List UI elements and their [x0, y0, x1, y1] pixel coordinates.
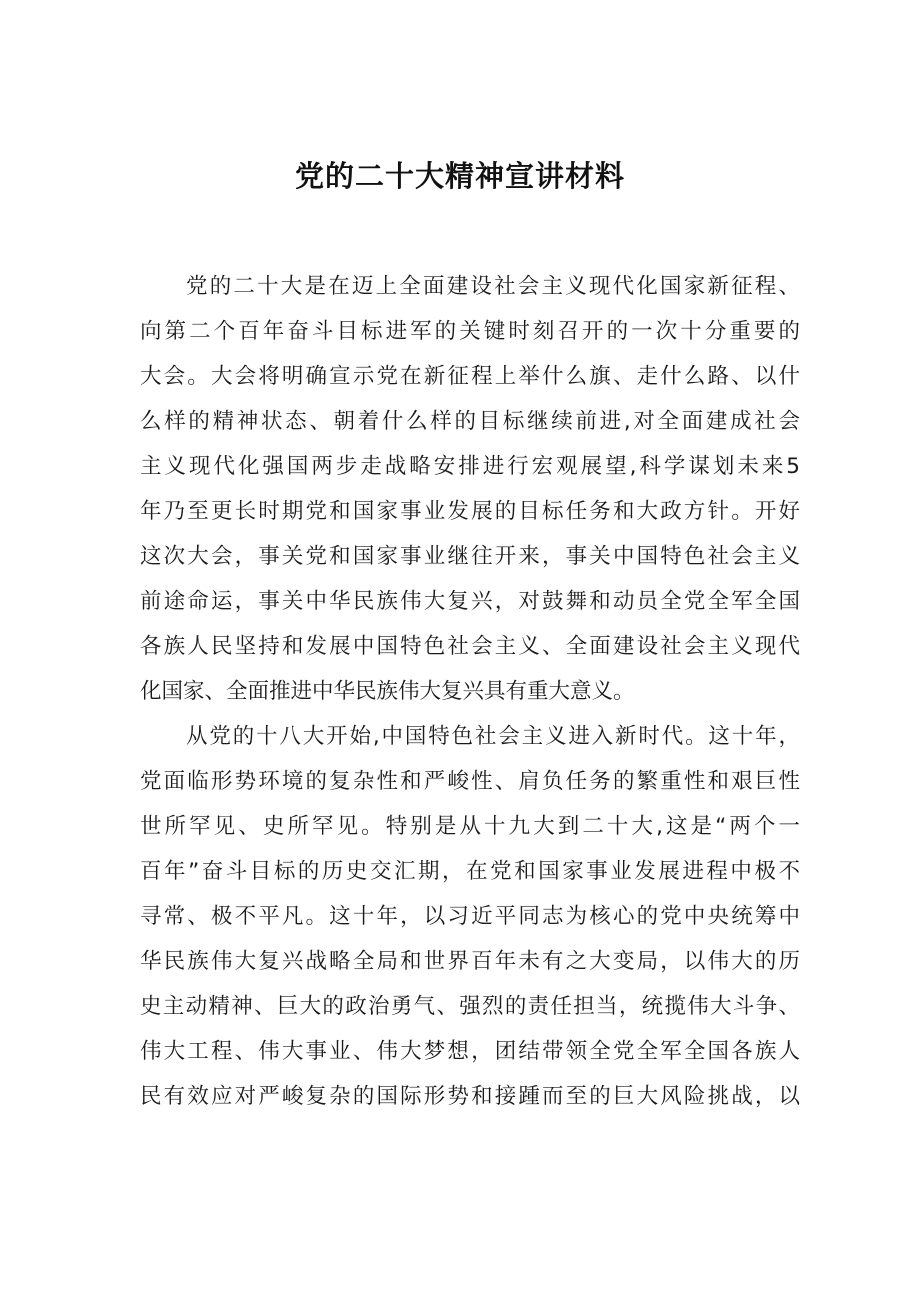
document-body	[140, 264, 800, 1119]
text-line: 华民族伟大复兴战略全局和世界百年未有之大变局，以伟大的历	[140, 949, 800, 974]
text-line: 化国家、全面推进中华民族伟大复兴具有重大意义。	[140, 679, 635, 704]
text-line: 世所罕见、史所罕见。特别是从十九大到二十大,这是“两个一	[140, 814, 800, 839]
text-line: 寻常、极不平凡。这十年，以习近平同志为核心的党中央统筹中	[140, 904, 800, 929]
text-line: 百年”奋斗目标的历史交汇期，在党和国家事业发展进程中极不	[140, 859, 800, 884]
text-line: 史主动精神、巨大的政治勇气、强烈的责任担当，统揽伟大斗争、	[140, 994, 800, 1019]
text-line: 各族人民坚持和发展中国特色社会主义、全面建设社会主义现代	[140, 634, 800, 659]
text-line: 向第二个百年奋斗目标进军的关键时刻召开的一次十分重要的	[140, 319, 800, 344]
text-line: 主义现代化强国两步走战略安排进行宏观展望,科学谋划未来5	[140, 454, 800, 479]
document-title: 党的二十大精神宣讲材料	[294, 159, 625, 193]
paragraph	[140, 714, 800, 1119]
text-line: 民有效应对严峻复杂的国际形势和接踵而至的巨大风险挑战，以	[140, 1084, 800, 1109]
text-line: 这次大会，事关党和国家事业继往开来，事关中国特色社会主义	[140, 544, 800, 569]
paragraph	[140, 264, 800, 714]
text-line: 大会。大会将明确宣示党在新征程上举什么旗、走什么路、以什	[140, 364, 800, 389]
text-line: 从党的十八大开始,中国特色社会主义进入新时代。这十年，	[186, 724, 800, 749]
text-line: 伟大工程、伟大事业、伟大梦想，团结带领全党全军全国各族人	[140, 1039, 800, 1064]
text-line: 党面临形势环境的复杂性和严峻性、肩负任务的繁重性和艰巨性	[140, 769, 800, 794]
text-line: 年乃至更长时期党和国家事业发展的目标任务和大政方针。开好	[140, 499, 800, 524]
text-line: 么样的精神状态、朝着什么样的目标继续前进,对全面建成社会	[140, 409, 800, 434]
text-line: 党的二十大是在迈上全面建设社会主义现代化国家新征程、	[186, 274, 800, 299]
text-line: 前途命运，事关中华民族伟大复兴，对鼓舞和动员全党全军全国	[140, 589, 800, 614]
